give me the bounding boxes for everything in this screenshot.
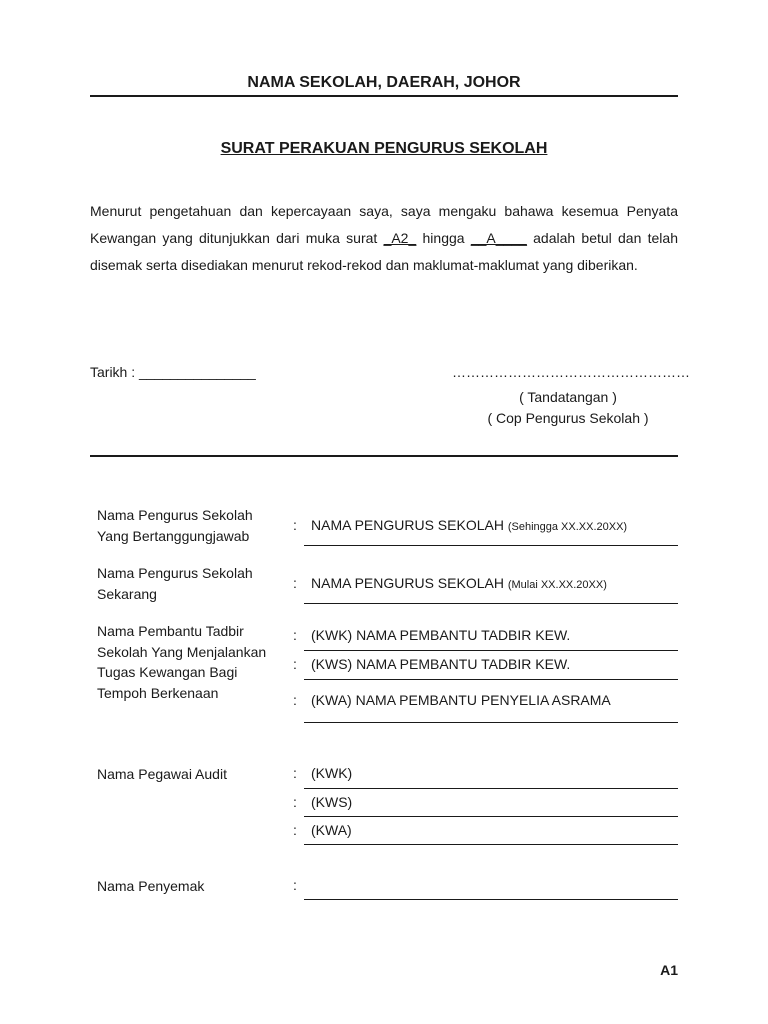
from-page-field: _A2_ <box>383 230 417 246</box>
stamp-caption: ( Cop Pengurus Sekolah ) <box>487 410 649 426</box>
underline <box>304 722 678 723</box>
document-title: SURAT PERAKUAN PENGURUS SEKOLAH <box>220 140 548 157</box>
label-pengurus-sekarang: Nama Pengurus Sekolah Sekarang <box>97 565 253 602</box>
header-divider <box>90 95 678 97</box>
date-blank: _______________ <box>139 364 256 380</box>
underline <box>304 899 678 900</box>
value-audit-kws: (KWS) <box>311 794 353 810</box>
value-text: NAMA PENGURUS SEKOLAH <box>311 517 508 533</box>
colon: : <box>293 656 297 672</box>
underline <box>304 816 678 817</box>
label-penyemak: Nama Penyemak <box>97 878 205 894</box>
school-name-heading: NAMA SEKOLAH, DAERAH, JOHOR <box>247 74 521 91</box>
value-pembantu-kwa: (KWA) NAMA PEMBANTU PENYELIA ASRAMA <box>311 692 611 708</box>
signature-dots: …………………………………………… <box>452 364 690 380</box>
colon: : <box>293 765 297 781</box>
value-note: (Sehingga XX.XX.20XX) <box>507 521 628 533</box>
declaration-paragraph <box>90 198 678 279</box>
value-pengurus-bertanggungjawab <box>311 517 627 533</box>
colon: : <box>293 822 297 838</box>
page-number: A1 <box>660 962 678 978</box>
value-pembantu-kws: (KWS) NAMA PEMBANTU TADBIR KEW. <box>311 656 571 672</box>
colon: : <box>293 575 297 591</box>
underline <box>304 545 678 546</box>
label-pembantu-tadbir: Nama Pembantu Tadbir Sekolah Yang Menjalankan Tugas Kewangan Bagi Tempoh Berkenaan <box>97 623 267 701</box>
underline <box>304 679 678 680</box>
value-pembantu-kwk: (KWK) NAMA PEMBANTU TADBIR KEW. <box>311 627 571 643</box>
signature-caption: ( Tandatangan ) <box>519 389 617 405</box>
label-pegawai-audit: Nama Pegawai Audit <box>97 766 227 782</box>
underline <box>304 603 678 604</box>
paragraph-text-1: Menurut pengetahuan dan kepercayaan saya, saya mengaku bahawa kesemua Penyata Kewangan yang ditunjukkan dari muka surat <box>90 203 678 246</box>
date-label: Tarikh : <box>90 364 140 380</box>
paragraph-text-3: adalah betul dan telah disemak serta disediakan menurut rekod-rekod dan maklumat-maklumat yang diberikan. <box>90 230 678 273</box>
paragraph-text-2: hingga <box>416 230 471 246</box>
underline <box>304 788 678 789</box>
colon: : <box>293 627 297 643</box>
underline <box>304 650 678 651</box>
colon: : <box>293 877 297 893</box>
value-audit-kwk: (KWK) <box>311 765 353 781</box>
underline <box>304 844 678 845</box>
colon: : <box>293 794 297 810</box>
value-note: (Mulai XX.XX.20XX) <box>507 579 607 591</box>
date-field <box>90 364 256 380</box>
value-pengurus-sekarang <box>311 575 607 591</box>
value-audit-kwa: (KWA) <box>311 822 352 838</box>
to-page-field: __A____ <box>470 230 527 246</box>
colon: : <box>293 517 297 533</box>
colon: : <box>293 692 297 708</box>
label-pengurus-bertanggungjawab: Nama Pengurus Sekolah Yang Bertanggungjawab <box>97 507 253 544</box>
section-divider <box>90 455 678 457</box>
value-text: NAMA PENGURUS SEKOLAH <box>311 575 508 591</box>
